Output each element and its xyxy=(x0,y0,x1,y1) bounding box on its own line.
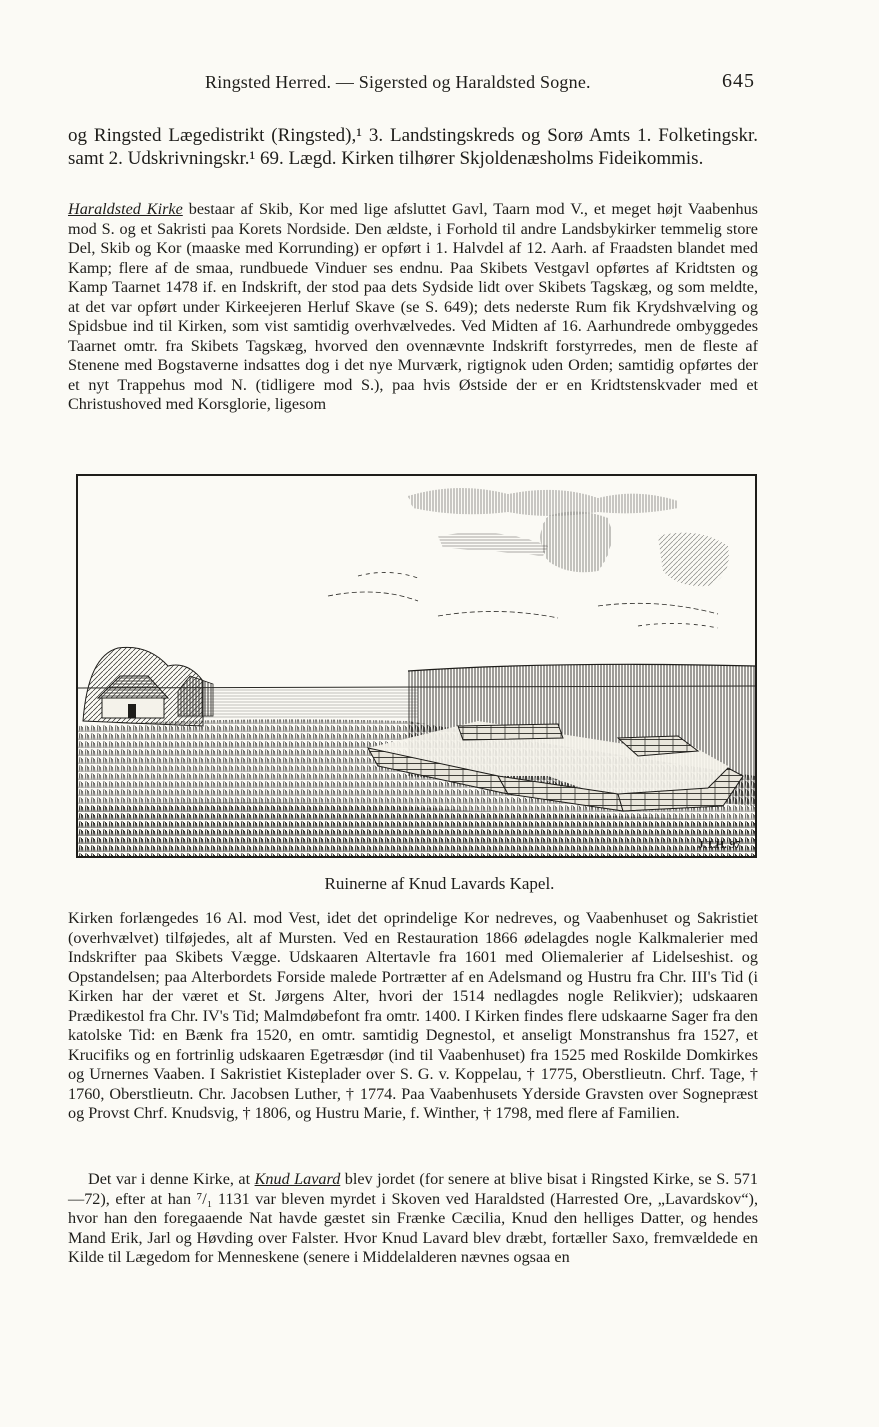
running-head xyxy=(0,72,879,100)
figure-caption: Ruinerne af Knud Lavards Kapel. xyxy=(324,874,555,893)
lake-water xyxy=(178,688,418,718)
church-interior-paragraph: Kirken forlængedes 16 Al. mod Vest, idet det oprindelige Kor nedreves, og Vaabenhuset og Sakristiet (overhvælvet) tilføjedes, alt af Mursten. Ved en Restauration 1866 ødelagdes nogle Kalkmalerier med Indskrifter paa Skibets Vægge. Udskaaren Altertavle fra 1601 med Oliemalerier af Lidelseshist. og Opstandelsen; paa Alterbordets Forside malede Portrætter af en Adelsmand og Hustru fra Chr. III's Tid (i Kirken har der været et St. Jørgens Alter, hvori der 1514 nedlagdes nogle Relikvier); udskaaren Prædikestol fra Chr. IV's Tid; Malmdøbefont fra omtr. 1400. I Kirken findes flere udskaarne Sager fra den katolske Tid: en Bænk fra 1520, en omtr. samtidig Degnestol, et anseligt Monstranshus fra 1527, et Krucifiks og en fortrinlig udskaaren Egetræsdør (ind til Vaabenhuset) fra 1525 med Roskilde Domkirkes og Urnernes Vaaben. I Sakristiet Kisteplader over S. G. v. Koppelau, † 1775, Oberstlieutn. Chrf. Tage, † 1760, Oberstlieutn. Chr. Jacobsen Luther, † 1774. Paa Vaabenhusets Yderside Gravsten over Sognepræst og Provst Chrf. Knudsvig, † 1806, og Hustru Marie, f. Winther, † 1798, med flere af Familien. xyxy=(68,909,758,1122)
chapel-ruins-engraving xyxy=(76,474,757,858)
knud-lavard-text-before: Det var i denne Kirke, at xyxy=(88,1170,255,1188)
artist-signature: J.T.H. 97. xyxy=(698,839,744,851)
church-name: Haraldsted Kirke xyxy=(68,200,183,218)
knud-lavard-name: Knud Lavard xyxy=(254,1170,341,1188)
knud-lavard-paragraph xyxy=(68,1170,758,1268)
knud-lavard-text-after: blev jordet (for senere at blive bisat i Ringsted Kirke, se S. 571—72), efter at han ⁷/₁ 1131 var bleven myrdet i Skoven ved Haraldsted (Harrested Ore, „Lavardskov“), hvor han den foregaaende Nat havde gæstet sin Frænke Cæcilia, Knud den helliges Datter, og hendes Mand Erik, Jarl og Høvding over Falster. Hvor Knud Lavard blev dræbt, fortæller Saxo, fremvældede en Kilde til Lægedom for Menneskene (senere i Middelalderen nævnes ogsaa en xyxy=(68,1170,758,1266)
engraving-illustration xyxy=(78,476,755,856)
clouds xyxy=(328,488,729,628)
page-number: 645 xyxy=(722,70,755,92)
trees-and-farmhouse xyxy=(83,647,213,726)
church-description-paragraph xyxy=(68,200,758,415)
lead-paragraph: og Ringsted Lægedistrikt (Ringsted),¹ 3. Landstingskreds og Sorø Amts 1. Folketingskr. samt 2. Udskrivningskr.¹ 69. Lægd. Kirken tilhører Skjoldenæsholms Fideikommis. xyxy=(68,125,758,170)
running-head-title: Ringsted Herred. — Sigersted og Haraldsted Sogne. xyxy=(205,72,591,92)
church-description-text: bestaar af Skib, Kor med lige afsluttet Gavl, Taarn mod V., et meget højt Vaabenhus mod S. og et Sakristi paa Korets Nordside. Den ældste, i Forhold til andre Landsbykirker temmelig store Del, Skib og Kor (maaske med Korrunding) er opført i 1. Halvdel af 12. Aarh. af Fraadsten blandet med Kamp; flere af de smaa, rundbuede Vinduer ses endnu. Paa Skibets Vestgavl opførtes af Kridtsten og Kamp Taarnet 1478 if. en Indskrift, der stod paa dets Sydside lidt over Skibets Tagskæg, og som meldte, at det var opført under Kirkeejeren Herluf Skave (se S. 649); dets nederste Rum fik Krydshvælving og Spidsbue ind til Kirken, som vist samtidig overhvælvedes. Ved Midten af 16. Aarhundrede ombyggedes Taarnet omtr. fra Skibets Tagskæg, hvorved den ovennævnte Indskrift forstyrredes, men de fleste af Stenene med Bogstaverne indsattes dog i det nye Murværk, rigtignok uden Orden; samtidig opførtes der et nyt Trappehus mod N. (tidligere mod S.), paa hvis Østside der er en Kridtstenskvader med et Christushoved med Korsglorie, ligesom xyxy=(68,200,758,413)
